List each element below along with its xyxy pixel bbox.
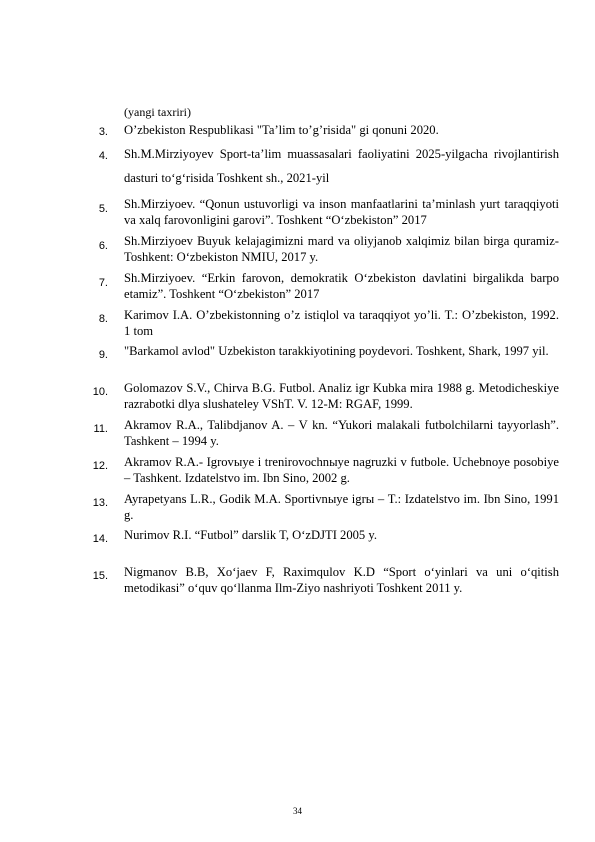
- reference-number: 15.: [92, 570, 108, 582]
- reference-number: 11.: [93, 423, 108, 435]
- reference-number: 14.: [92, 533, 108, 545]
- reference-text: Akramov R.A., Talibdjanov A. – V kn. “Yukori malakali futbolchilarni tayyorlash”. Tashkent – 1994 y.: [124, 418, 559, 448]
- reference-text: Akramov R.A.- Igrovыye i trenirovochnыye nagruzki v futbole. Uchebnoye posobiye – Tashkent. Izdatelstvo im. Ibn Sino, 2002 g.: [124, 455, 559, 485]
- reference-number: 5.: [98, 203, 108, 215]
- page-number: 34: [293, 806, 302, 816]
- intro-line: (yangi taxriri): [124, 105, 191, 119]
- reference-number: 9.: [98, 349, 108, 361]
- reference-number: 12.: [92, 460, 108, 472]
- reference-number: 10.: [92, 386, 108, 398]
- reference-number: 8.: [98, 313, 108, 325]
- reference-text: Sh.Mirziyoev Buyuk kelajagimizni mard va oliyjanob xalqimiz bilan birga quramiz-Toshkent: O‘zbekiston NMIU, 2017 y.: [124, 234, 559, 264]
- reference-text: Sh.M.Mirziyoyev Sport-ta’lim muassasalari faoliyatini 2025-yilgacha rivojlantirish dasturi to‘g‘risida Toshkent sh., 2021-yil: [124, 147, 559, 185]
- reference-text: Sh.Mirziyoev. “Erkin farovon, demokratik O‘zbekiston davlatini birgalikda barpo etamiz”. Toshkent “O‘zbekiston” 2017: [124, 271, 559, 301]
- reference-number: 3.: [98, 126, 108, 138]
- reference-text: Sh.Mirziyoev. “Qonun ustuvorligi va inson manfaatlarini ta’minlash yurt taraqqiyoti va xalq farovonligini garovi”. Toshkent “O‘zbekiston” 2017: [124, 197, 559, 227]
- reference-text: Karimov I.A. O’zbekistonning o’z istiqlol va taraqqiyot yo’li. T.: O’zbekiston, 1992. 1 tom: [124, 308, 559, 338]
- reference-number: 4.: [98, 150, 108, 162]
- reference-number: 7.: [98, 277, 108, 289]
- reference-text: O’zbekiston Respublikasi "Ta’lim to’g’risida" gi qonuni 2020.: [124, 123, 439, 137]
- reference-text: Golomazov S.V., Chirva B.G. Futbol. Analiz igr Kubka mira 1988 g. Metodicheskiye razrabotki dlya slushateley VShT. V. 12-M: RGAF, 1999.: [124, 381, 559, 411]
- reference-number: 6.: [98, 240, 108, 252]
- reference-text: "Barkamol avlod" Uzbekiston tarakkiyotining poydevori. Toshkent, Shark, 1997 yil.: [124, 344, 549, 358]
- reference-text: Nigmanov B.B, Xo‘jaev F, Raximqulov K.D “Sport o‘yinlari va uni o‘qitish metodikasi” o‘quv qo‘llanma Ilm-Ziyo nashriyoti Toshkent 2011 y.: [124, 565, 559, 595]
- reference-text: Ayrapetyans L.R., Godik M.A. Sportivnыye igrы – T.: Izdatelstvo im. Ibn Sino, 1991 g.: [124, 492, 559, 522]
- reference-text: Nurimov R.I. “Futbol” darslik T, O‘zDJTI 2005 y.: [124, 528, 378, 542]
- reference-number: 13.: [92, 497, 108, 509]
